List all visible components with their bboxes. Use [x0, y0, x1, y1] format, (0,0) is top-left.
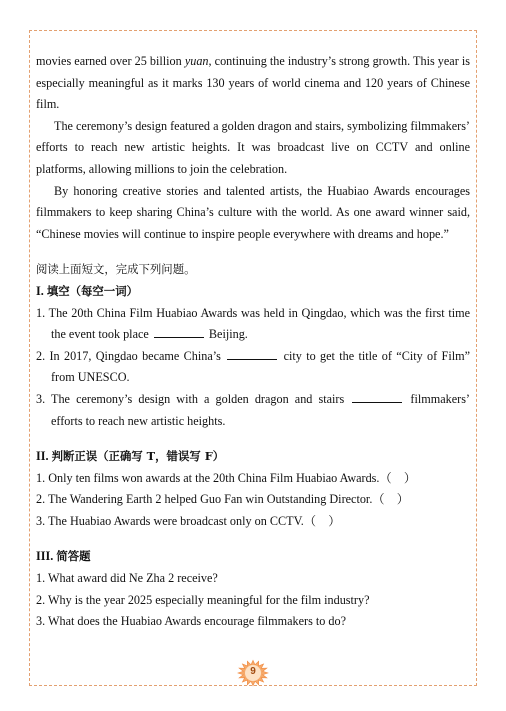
question-text: city to get the title of “City of Film” from UNESCO. [51, 348, 471, 385]
answer-blank-2[interactable] [227, 348, 277, 360]
section-title: 简答题 [56, 549, 91, 564]
fill-question-1 [36, 303, 470, 346]
section-title: 填空（每空一词） [46, 283, 138, 298]
question-text: Beijing. [205, 327, 248, 342]
tf-question-3: 3. The Huabiao Awards were broadcast only on CCTV.（ ） [36, 513, 341, 528]
instruction-text: 阅读上面短文，完成下列问题。 [36, 262, 196, 277]
fill-question-2 [36, 346, 470, 389]
tf-question-1: 1. Only ten films won awards at the 20th China Film Huabiao Awards.（ ） [36, 470, 417, 485]
section-1-heading [36, 281, 470, 303]
short-answer-question-1: 1. What award did Ne Zha 2 receive? [36, 571, 218, 586]
passage-paragraph-2: The ceremony’s design featured a golden dragon and stairs, symbolizing filmmakers’ efforts to reach new artistic heights. It was broadcast live on CCTV and online platforms, allowing millions to join the celebration. [36, 118, 470, 176]
short-answer-question-2: 2. Why is the year 2025 especially meaningful for the film industry? [36, 592, 370, 607]
answer-blank-1[interactable] [154, 326, 204, 338]
document-body [36, 51, 470, 633]
section-number: III. [36, 549, 57, 564]
question-text: filmmakers’ efforts to reach new artistic heights. [51, 391, 470, 428]
short-answer-question-3: 3. What does the Huabiao Awards encourage filmmakers to do? [36, 614, 347, 629]
passage-paragraph-3: By honoring creative stories and talented artists, the Huabiao Awards encourages filmmakers to keep sharing China’s culture with the world. As one award winner said, “Chinese movies will continue to inspire people everywhere with dreams and hope.” [36, 183, 470, 241]
page-number: 9 [250, 666, 256, 677]
section-number: II. [36, 449, 52, 464]
question-text: 1. The 20th China Film Huabiao Awards was held in Qingdao, which was the first time the event took place [36, 305, 470, 342]
section-title: 判断正误（正确写 T，错误写 F） [51, 449, 225, 464]
question-text: 3. The ceremony’s design with a golden dragon and stairs [36, 391, 351, 406]
fill-question-3 [36, 389, 470, 432]
section-3-heading [36, 546, 470, 568]
page-number-badge [228, 659, 278, 689]
section-2-heading [36, 446, 470, 468]
passage-text: movies earned over 25 billion [36, 54, 185, 68]
passage-italic-word: yuan [184, 54, 209, 68]
spacer [36, 432, 470, 446]
answer-blank-3[interactable] [352, 391, 402, 403]
passage-paragraph-1 [36, 51, 470, 116]
tf-question-2: 2. The Wandering Earth 2 helped Guo Fan win Outstanding Director.（ ） [36, 492, 409, 507]
passage-text: , continuing the industry’s strong growth. This year is especially meaningful as it marks 130 years of world cinema and 120 years of Chinese film. [36, 54, 470, 112]
question-text: 2. In 2017, Qingdao became China’s [36, 348, 226, 363]
spacer [36, 532, 470, 546]
section-number: I. [36, 283, 47, 298]
spacer [36, 245, 470, 259]
